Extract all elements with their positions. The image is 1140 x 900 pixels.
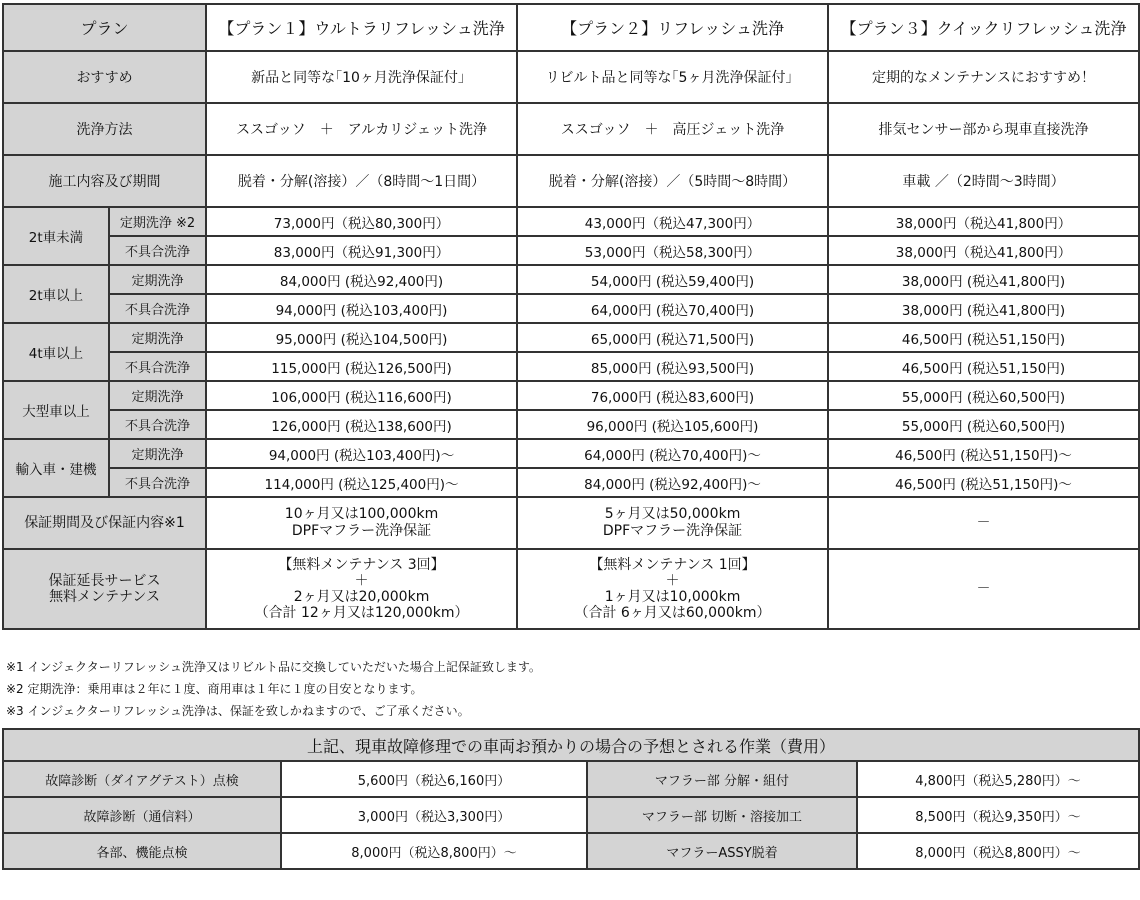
work-price: 8,000円（税込8,800円）～ [281,833,587,869]
guarantee-plan1-content: DPFマフラー洗浄保証 [291,523,432,539]
guarantee-label: 保証期間及び保証内容※1 [3,497,206,549]
price-plan1: 83,000円（税込91,300円） [206,236,517,265]
price-plan3: 46,500円 (税込51,150円)～ [828,468,1139,497]
wash-type: 定期洗浄 [109,381,206,410]
price-plan1: 84,000円 (税込92,400円) [206,265,517,294]
price-row [3,323,1139,352]
method-label: 洗浄方法 [3,103,206,155]
work-item: 故障診断（通信料） [3,797,281,833]
period-plan1: 脱着・分解(溶接）／（8時間～1日間） [206,155,517,207]
price-plan2: 96,000円 (税込105,600円) [517,410,828,439]
price-plan2: 76,000円 (税込83,600円) [517,381,828,410]
work-item: マフラーASSY脱着 [587,833,857,869]
price-plan3: 38,000円 (税込41,800円) [828,265,1139,294]
footnotes [6,656,541,722]
work-price: 5,600円（税込6,160円） [281,761,587,797]
price-plan2: 64,000円 (税込70,400円) [517,294,828,323]
work-table-title: 上記、現車故障修理での車両お預かりの場合の予想とされる作業（費用） [3,729,1139,761]
extension-plan3: － [828,549,1139,629]
vehicle-category: 2t車未満 [3,207,109,265]
extension-plan2 [517,549,828,629]
extension-plan2-plus: ＋ [665,573,680,589]
work-title-row [3,729,1139,761]
price-plan1: 94,000円 (税込103,400円)～ [206,439,517,468]
guarantee-plan1 [206,497,517,549]
wash-type: 不具合洗浄 [109,352,206,381]
recommend-plan1: 新品と同等な｢10ヶ月洗浄保証付」 [206,51,517,103]
extension-label-line2: 無料メンテナンス [49,589,160,605]
extension-plan1-total: （合計 12ヶ月又は120,000km） [254,605,469,621]
wash-type: 定期洗浄 ※2 [109,207,206,236]
work-row [3,797,1139,833]
plan2-title: 【プラン２】リフレッシュ洗浄 [517,4,828,51]
method-row [3,103,1139,155]
recommend-plan3: 定期的なメンテナンスにおすすめ！ [828,51,1139,103]
vehicle-category: 輸入車・建機 [3,439,109,497]
footnote-3: ※3 インジェクターリフレッシュ洗浄は、保証を致しかねますので、ご了承ください。 [6,704,470,718]
price-row [3,236,1139,265]
vehicle-category: 大型車以上 [3,381,109,439]
work-price: 8,500円（税込9,350円）～ [857,797,1139,833]
vehicle-category: 2t車以上 [3,265,109,323]
price-plan1: 73,000円（税込80,300円） [206,207,517,236]
price-plan3: 38,000円（税込41,800円） [828,236,1139,265]
method-plan1: ススゴッソ ＋ アルカリジェット洗浄 [206,103,517,155]
period-row [3,155,1139,207]
price-plan2: 84,000円 (税込92,400円)～ [517,468,828,497]
period-plan2: 脱着・分解(溶接）／（5時間～8時間） [517,155,828,207]
wash-type: 不具合洗浄 [109,236,206,265]
work-item: 各部、機能点検 [3,833,281,869]
wash-type: 不具合洗浄 [109,294,206,323]
method-plan3: 排気センサー部から現車直接洗浄 [828,103,1139,155]
price-plan2: 85,000円 (税込93,500円) [517,352,828,381]
extension-plan1-free: 【無料メンテナンス 3回】 [278,557,445,573]
price-plan2: 43,000円（税込47,300円） [517,207,828,236]
price-row [3,207,1139,236]
price-plan1: 115,000円 (税込126,500円) [206,352,517,381]
price-plan2: 65,000円 (税込71,500円) [517,323,828,352]
price-row [3,352,1139,381]
guarantee-plan2-period: 5ヶ月又は50,000km [604,506,741,522]
plan-header-row [3,4,1139,51]
price-plan3: 46,500円 (税込51,150円) [828,323,1139,352]
wash-type: 不具合洗浄 [109,410,206,439]
extension-label [3,549,206,629]
footnote-1: ※1 インジェクターリフレッシュ洗浄又はリビルト品に交換していただいた場合上記保証致します。 [6,660,541,674]
price-plan3: 46,500円 (税込51,150円)～ [828,439,1139,468]
price-plan3: 46,500円 (税込51,150円) [828,352,1139,381]
extension-label-line1: 保証延長サービス [48,573,161,589]
plan1-title: 【プラン１】ウルトラリフレッシュ洗浄 [206,4,517,51]
guarantee-plan2-content: DPFマフラー洗浄保証 [602,523,743,539]
period-plan3: 車載 ／（2時間～3時間） [828,155,1139,207]
guarantee-plan1-period: 10ヶ月又は100,000km [284,506,439,522]
method-plan2: ススゴッソ ＋ 高圧ジェット洗浄 [517,103,828,155]
guarantee-row [3,497,1139,549]
guarantee-plan3: － [828,497,1139,549]
recommend-row [3,51,1139,103]
extension-plan2-total: （合計 6ヶ月又は60,000km） [574,605,771,621]
vehicle-category: 4t車以上 [3,323,109,381]
period-label: 施工内容及び期間 [3,155,206,207]
work-row [3,833,1139,869]
work-price: 3,000円（税込3,300円） [281,797,587,833]
price-plan1: 95,000円 (税込104,500円) [206,323,517,352]
work-cost-table [2,728,1140,870]
wash-type: 定期洗浄 [109,439,206,468]
extension-plan1-plus: ＋ [354,573,369,589]
extension-row [3,549,1139,629]
price-row [3,468,1139,497]
plan3-title: 【プラン３】クイックリフレッシュ洗浄 [828,4,1139,51]
price-plan1: 126,000円 (税込138,600円) [206,410,517,439]
price-plan1: 106,000円 (税込116,600円) [206,381,517,410]
price-row [3,265,1139,294]
guarantee-plan2 [517,497,828,549]
price-plan2: 53,000円（税込58,300円） [517,236,828,265]
work-price: 8,000円（税込8,800円）～ [857,833,1139,869]
price-plan3: 55,000円 (税込60,500円) [828,381,1139,410]
price-row [3,381,1139,410]
price-row [3,439,1139,468]
price-plan1: 114,000円 (税込125,400円)～ [206,468,517,497]
wash-type: 定期洗浄 [109,265,206,294]
price-plan2: 54,000円 (税込59,400円) [517,265,828,294]
wash-type: 定期洗浄 [109,323,206,352]
price-plan3: 38,000円 (税込41,800円) [828,294,1139,323]
footnote-2: ※2 定期洗浄：乗用車は２年に１度、商用車は１年に１度の目安となります。 [6,682,423,696]
recommend-plan2: リビルト品と同等な｢5ヶ月洗浄保証付」 [517,51,828,103]
work-item: 故障診断（ダイアグテスト）点検 [3,761,281,797]
plan-price-table [2,3,1140,630]
work-item: マフラー部 分解・組付 [587,761,857,797]
price-plan2: 64,000円 (税込70,400円)～ [517,439,828,468]
price-row [3,410,1139,439]
extension-plan2-free: 【無料メンテナンス 1回】 [589,557,756,573]
recommend-label: おすすめ [3,51,206,103]
wash-type: 不具合洗浄 [109,468,206,497]
work-row [3,761,1139,797]
price-plan1: 94,000円 (税込103,400円) [206,294,517,323]
extension-plan1 [206,549,517,629]
extension-plan2-extra: 1ヶ月又は10,000km [604,589,741,605]
extension-plan1-extra: 2ヶ月又は20,000km [293,589,430,605]
price-plan3: 38,000円（税込41,800円） [828,207,1139,236]
work-item: マフラー部 切断・溶接加工 [587,797,857,833]
work-price: 4,800円（税込5,280円）～ [857,761,1139,797]
plan-header-label: プラン [3,4,206,51]
price-plan3: 55,000円 (税込60,500円) [828,410,1139,439]
price-row [3,294,1139,323]
